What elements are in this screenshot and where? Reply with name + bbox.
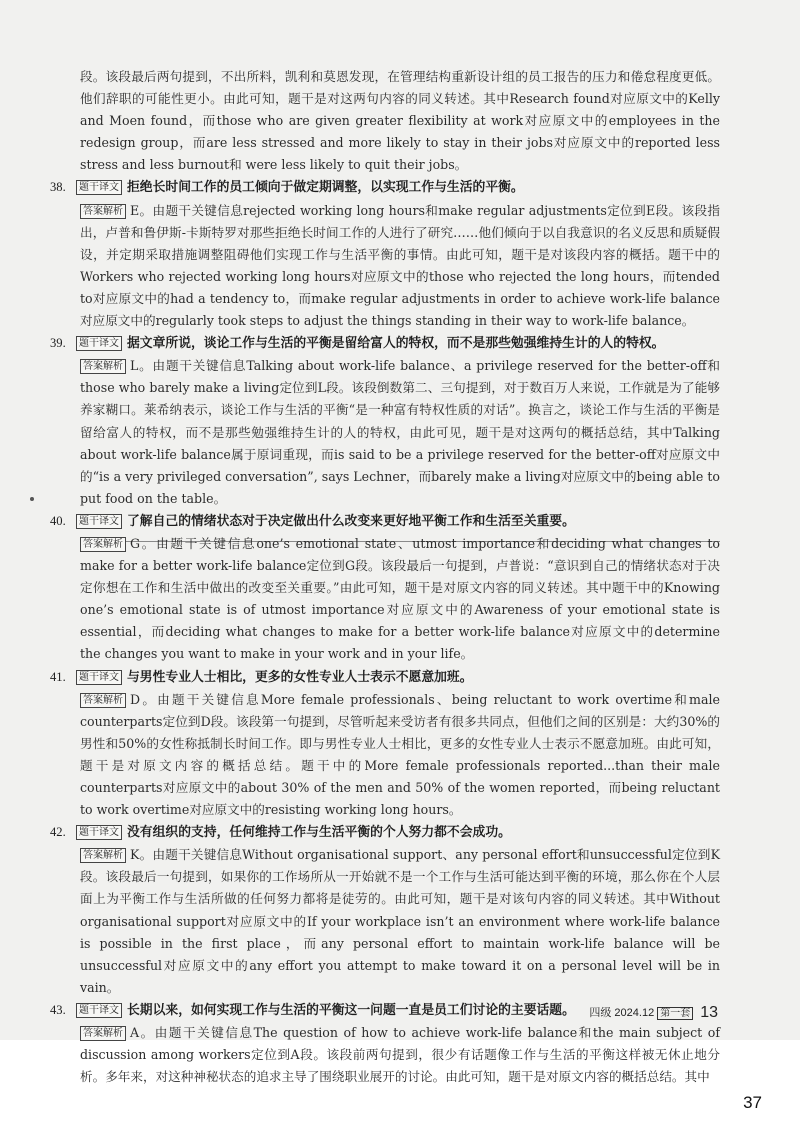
question-text: 拒绝长时间工作的员工倾向于做定期调整，以实现工作与生活的平衡。 xyxy=(127,180,524,196)
analysis-tag: 答案解析 xyxy=(80,359,126,374)
question-number: 38. xyxy=(50,180,66,195)
analysis-tag: 答案解析 xyxy=(80,537,126,552)
question-item xyxy=(50,821,720,999)
question-item xyxy=(50,332,720,510)
answer-analysis xyxy=(80,844,720,999)
question-item xyxy=(50,666,720,822)
analysis-tag: 答案解析 xyxy=(80,1026,126,1041)
question-line xyxy=(50,332,720,355)
answer-explanations xyxy=(50,66,720,1088)
translation-tag: 题干译文 xyxy=(76,336,122,351)
outer-page-number: 37 xyxy=(743,1093,762,1112)
answer-analysis xyxy=(80,1022,720,1088)
question-line xyxy=(50,821,720,844)
page-footer xyxy=(589,1004,718,1022)
exam-label: 四级 2024.12 xyxy=(589,1007,655,1019)
question-text: 长期以来，如何实现工作与生活的平衡这一问题一直是员工们讨论的主要话题。 xyxy=(127,1002,575,1018)
question-text: 了解自己的情绪状态对于决定做出什么改变来更好地平衡工作和生活至关重要。 xyxy=(127,513,575,529)
binding-dot xyxy=(30,497,34,501)
answer-analysis xyxy=(80,689,720,822)
translation-tag: 题干译文 xyxy=(76,1003,122,1018)
translation-tag: 题干译文 xyxy=(76,825,122,840)
analysis-text: A。由题干关键信息The question of how to achieve work-life balance和the main subject of discussion among workers定位到A段。该段前两句提到，很少有话题像工作与生活的平衡这样被无休止地分析。多年来，对这种神秘状态的追求主导了围绕职业展开的讨论。由此可知，题干是对原文内容的概括总结。其中 xyxy=(80,1025,720,1085)
inner-page-number: 13 xyxy=(700,1004,718,1021)
answer-analysis xyxy=(80,533,720,666)
analysis-tag: 答案解析 xyxy=(80,848,126,863)
question-list xyxy=(50,176,720,1088)
answer-analysis xyxy=(80,355,720,510)
question-line xyxy=(50,666,720,689)
analysis-text: E。由题干关键信息rejected working long hours和make regular adjustments定位到E段。该段指出，卢普和鲁伊斯-卡斯特罗对那些拒绝长时间工作的人进行了研究……他们倾向于以自我意识的名义反思和质疑假设，并定期采取措施调整阻碍他们实现工作与生活平衡的事情。由此可知，题干是对该段内容的概括。题干中的Workers who rejected working long hours对应原文中的those who rejected the long hours，而tended to对应原文中的had a tendency to，而make regular adjustments in order to achieve work-life balance对应原文中的regularly took steps to adjust the things standing in their way to work-life balance。 xyxy=(80,202,720,329)
intro-paragraph: 段。该段最后两句提到，不出所料，凯利和莫恩发现，在管理结构重新设计组的员工报告的压力和倦怠程度更低。他们辞职的可能性更小。由此可知，题干是对这两句内容的同义转述。其中Research found对应原文中的Kelly and Moen found，而those who are given greater flexibility at work对应原文中的employees in the redesign group，而are less stressed and more likely to stay in their jobs对应原文中的reported less stress and less burnout和 were less likely to quit their jobs。 xyxy=(80,69,720,173)
analysis-text: L。由题干关键信息Talking about work-life balance、a privilege reserved for the better-off和those who barely make a living定位到L段。该段倒数第二、三句提到，对于数百万人来说，工作就是为了能够养家糊口。莱希纳表示，谈论工作与生活的平衡“是一种富有特权性质的对话”。换言之，谈论工作与生活的平衡是留给富人的特权，而不是那些勉强维持生计的人的特权，由此可见，题干是对这两句的概括总结，其中Talking about work-life balance属于原词重现，而is said to be a privilege reserved for the better-off对应原文中的“is a very privileged conversation”, says Lechner，而barely make a living对应原文中的being able to put food on the table。 xyxy=(80,358,720,506)
question-item xyxy=(50,510,720,666)
analysis-text: G。由题干关键信息one’s emotional state、utmost importance和deciding what changes to make for a better work-life balance定位到G段。该段最后一句提到，卢普说：“意识到自己的情绪状态对于决定你想在工作和生活中做出的改变至关重要。”由此可知，题干是对原文内容的同义转述。其中题干中的Knowing one’s emotional state is of utmost importance对应原文中的Awareness of your emotional state is essential，而deciding what changes to make for a better work-life balance对应原文中的determine the changes you want to make in your work and in your life。 xyxy=(80,535,720,662)
answer-analysis xyxy=(80,200,720,333)
question-line xyxy=(50,510,720,533)
translation-tag: 题干译文 xyxy=(76,670,122,685)
analysis-text: D。由题干关键信息More female professionals、being reluctant to work overtime和male counterparts定位到D段。该段第一句提到，尽管听起来受访者有很多共同点，但他们之间的区别是：大约30%的男性和50%的女性称抵制长时间工作。即与男性专业人士相比，更多的女性专业人士表示不愿意加班。由此可知，题干是对原文内容的概括总结。题干中的More female professionals reported...than their male counterparts对应原文中的about 30% of the men and 50% of the women reported，而being reluctant to work overtime对应原文中的resisting working long hours。 xyxy=(80,691,720,818)
analysis-tag: 答案解析 xyxy=(80,693,126,708)
translation-tag: 题干译文 xyxy=(76,514,122,529)
set-label: 第一套 xyxy=(657,1007,693,1020)
question-number: 41. xyxy=(50,669,66,684)
question-number: 39. xyxy=(50,336,66,351)
question-item xyxy=(50,176,720,332)
translation-tag: 题干译文 xyxy=(76,180,122,195)
analysis-tag: 答案解析 xyxy=(80,204,126,219)
question-number: 40. xyxy=(50,513,66,528)
question-text: 没有组织的支持，任何维持工作与生活平衡的个人努力都不会成功。 xyxy=(127,825,511,841)
analysis-text: K。由题干关键信息Without organisational support、any personal effort和unsuccessful定位到K段。该段最后一句提到，如果你的工作场所从一开始就不是一个工作与生活可能达到平衡的环境，那么你在个人层面上为平衡工作与生活所做的任何努力都将是徒劳的。由此可知，题干是对该句内容的同义转述。其中Without organisational support对应原文中的If your workplace isn’t an environment where work-life balance is possible in the first place，而any personal effort to maintain work-life balance will be unsuccessful对应原文中的any effort you attempt to make toward it on a personal level will be in vain。 xyxy=(80,847,720,995)
question-line xyxy=(50,176,720,199)
question-number: 42. xyxy=(50,825,66,840)
question-text: 据文章所说，谈论工作与生活的平衡是留给富人的特权，而不是那些勉强维持生计的人的特权。 xyxy=(127,336,665,352)
question-number: 43. xyxy=(50,1002,66,1017)
question-text: 与男性专业人士相比，更多的女性专业人士表示不愿意加班。 xyxy=(127,669,473,685)
